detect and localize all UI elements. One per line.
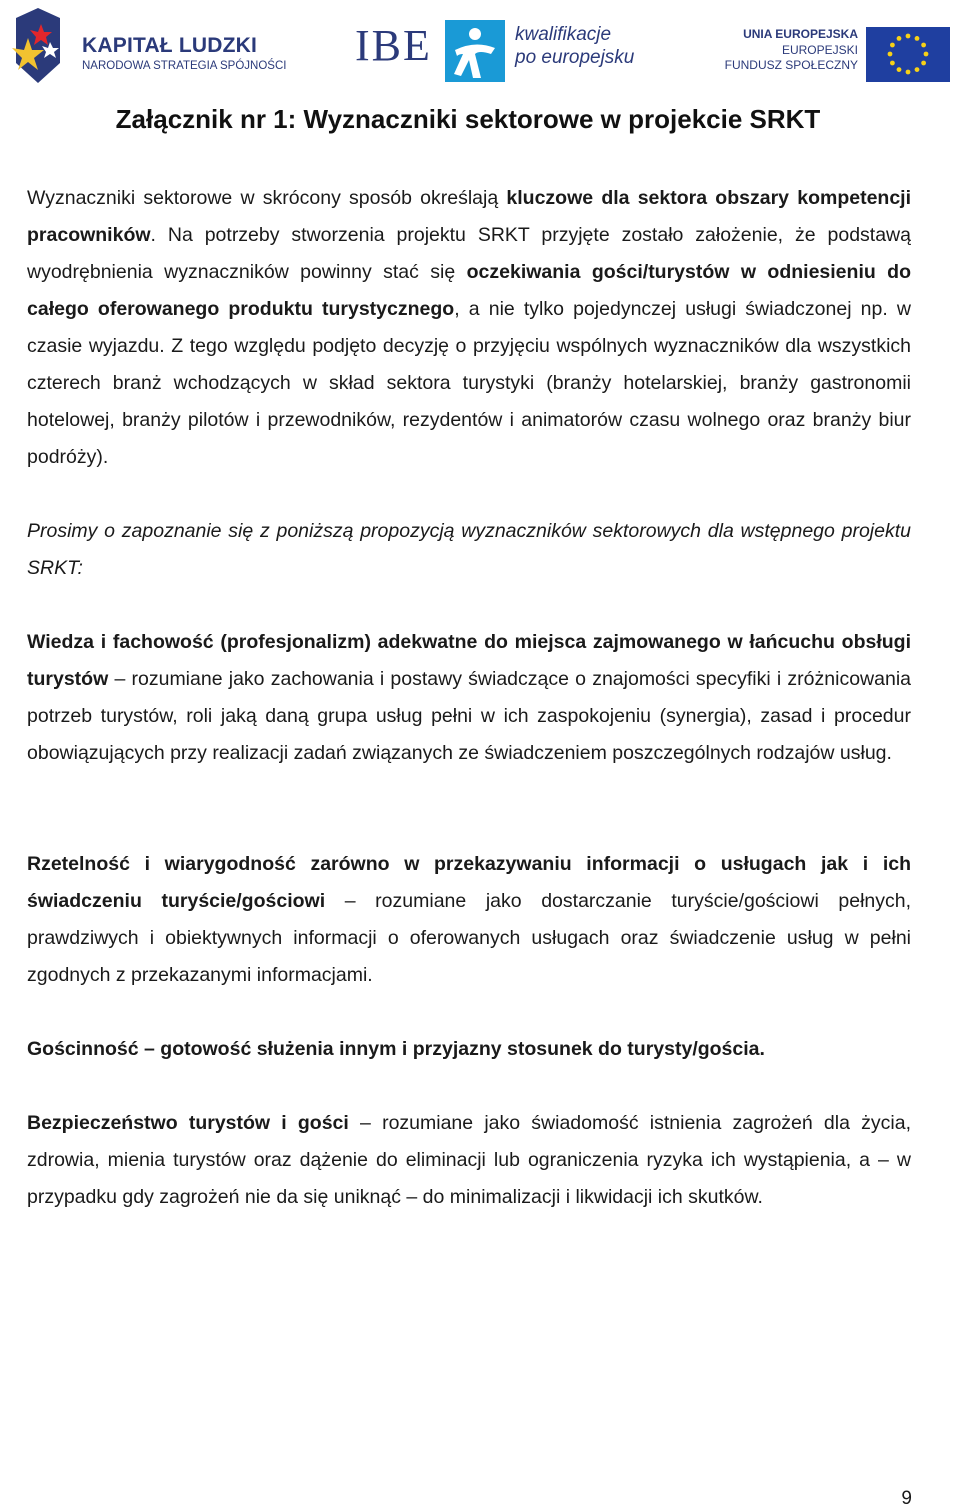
indicator-reliability: [27, 846, 911, 994]
ibe-abbr: IBE: [355, 21, 432, 70]
ibe-figure-icon: [445, 20, 505, 82]
request-paragraph: [27, 513, 911, 587]
intro-bold-2: oczekiwania gości/turystów w odniesieniu do całego oferowanego produktu turystycznego: [27, 261, 911, 320]
request-text: Prosimy o zapoznanie się z poniższą propozycją wyznaczników sektorowych dla wstępnego projektu SRKT:: [27, 520, 911, 579]
indicator-hospitality: [27, 1031, 911, 1068]
kapital-ludzki-emblem-icon: [8, 8, 78, 90]
ibe-logo: [355, 18, 645, 88]
intro-text-3: , a nie tylko pojedynczej usługi świadczonej np. w czasie wyjazdu. Z tego względu podjęto decyzję o przyjęciu wspólnych wyznaczników dla wszystkich czterech branż wchodzących w skład sektora turystyki (branży hotelarskiej, branży gastronomii hotelowej, branży pilotów i przewodników, rezydentów i animatorów czasu wolnego oraz branży biur podróży).: [27, 298, 911, 468]
intro-paragraph: [27, 180, 911, 476]
page-number: 9: [901, 1488, 912, 1509]
intro-bold-1: kluczowe dla sektora obszary kompetencji pracowników: [27, 187, 912, 246]
indicator-knowledge: [27, 624, 911, 772]
eu-fund-line1: EUROPEJSKI: [781, 43, 858, 57]
kapital-ludzki-name: KAPITAŁ LUDZKI: [82, 34, 258, 57]
intro-text-1: Wyznaczniki sektorowe w skrócony sposób określają: [27, 187, 507, 209]
eu-fund-line2: FUNDUSZ SPOŁECZNY: [724, 58, 858, 72]
indicator-hospitality-title: Gościnność – gotowość służenia innym i przyjazny stosunek do turysty/gościa.: [27, 1038, 765, 1060]
kapital-ludzki-logo: [8, 8, 287, 90]
ibe-tagline-2: po europejsku: [515, 47, 635, 68]
indicator-safety-text: – rozumiane jako świadomość istnienia zagrożeń dla życia, zdrowia, mienia turystów oraz dążenie do eliminacji lub ograniczenia ryzyka ich wystąpienia, a – w przypadku gdy zagrożeń nie da się uniknąć – do minimalizacji i likwidacji ich skutków.: [27, 1112, 911, 1208]
page-title: Załącznik nr 1: Wyznaczniki sektorowe w projekcie SRKT: [115, 104, 821, 134]
indicator-knowledge-text: – rozumiane jako zachowania i postawy świadczące o znajomości specyfiki i zróżnicowania potrzeb turystów, roli jaką daną grupa usług pełni w ich zaspokojeniu (synergia), zasad i procedur obowiązujących przy realizacji zadań związanych ze świadczeniem poszczególnych rodzajów usług.: [27, 668, 911, 764]
indicator-knowledge-title: Wiedza i fachowość (profesjonalizm) adekwatne do miejsca zajmowanego w łańcuchu obsługi turystów: [27, 631, 911, 690]
indicator-reliability-text: – rozumiane jako dostarczanie turyście/gościowi pełnych, prawdziwych i obiektywnych informacji o oferowanych usługach oraz świadczenie usług w pełni zgodnych z przekazanymi informacjami.: [27, 890, 912, 986]
ibe-tagline-1: kwalifikacje: [515, 24, 612, 45]
eu-flag-icon: [866, 27, 950, 82]
page-header: [0, 0, 960, 95]
indicator-safety: [27, 1105, 911, 1216]
indicator-safety-title: Bezpieczeństwo turystów i gości: [27, 1112, 349, 1134]
eu-logo: [724, 25, 950, 80]
kapital-ludzki-tagline: NARODOWA STRATEGIA SPÓJNOŚCI: [82, 60, 287, 72]
intro-text-2: . Na potrzeby stworzenia projektu SRKT przyjęte zostało założenie, że podstawą wyodrębnienia wyznaczników powinny stać się: [27, 224, 911, 283]
indicator-reliability-title: Rzetelność i wiarygodność zarówno w przekazywaniu informacji o usługach jak i ich świadczeniu turyście/gościowi: [27, 853, 911, 912]
eu-union-name: UNIA EUROPEJSKA: [743, 27, 858, 41]
